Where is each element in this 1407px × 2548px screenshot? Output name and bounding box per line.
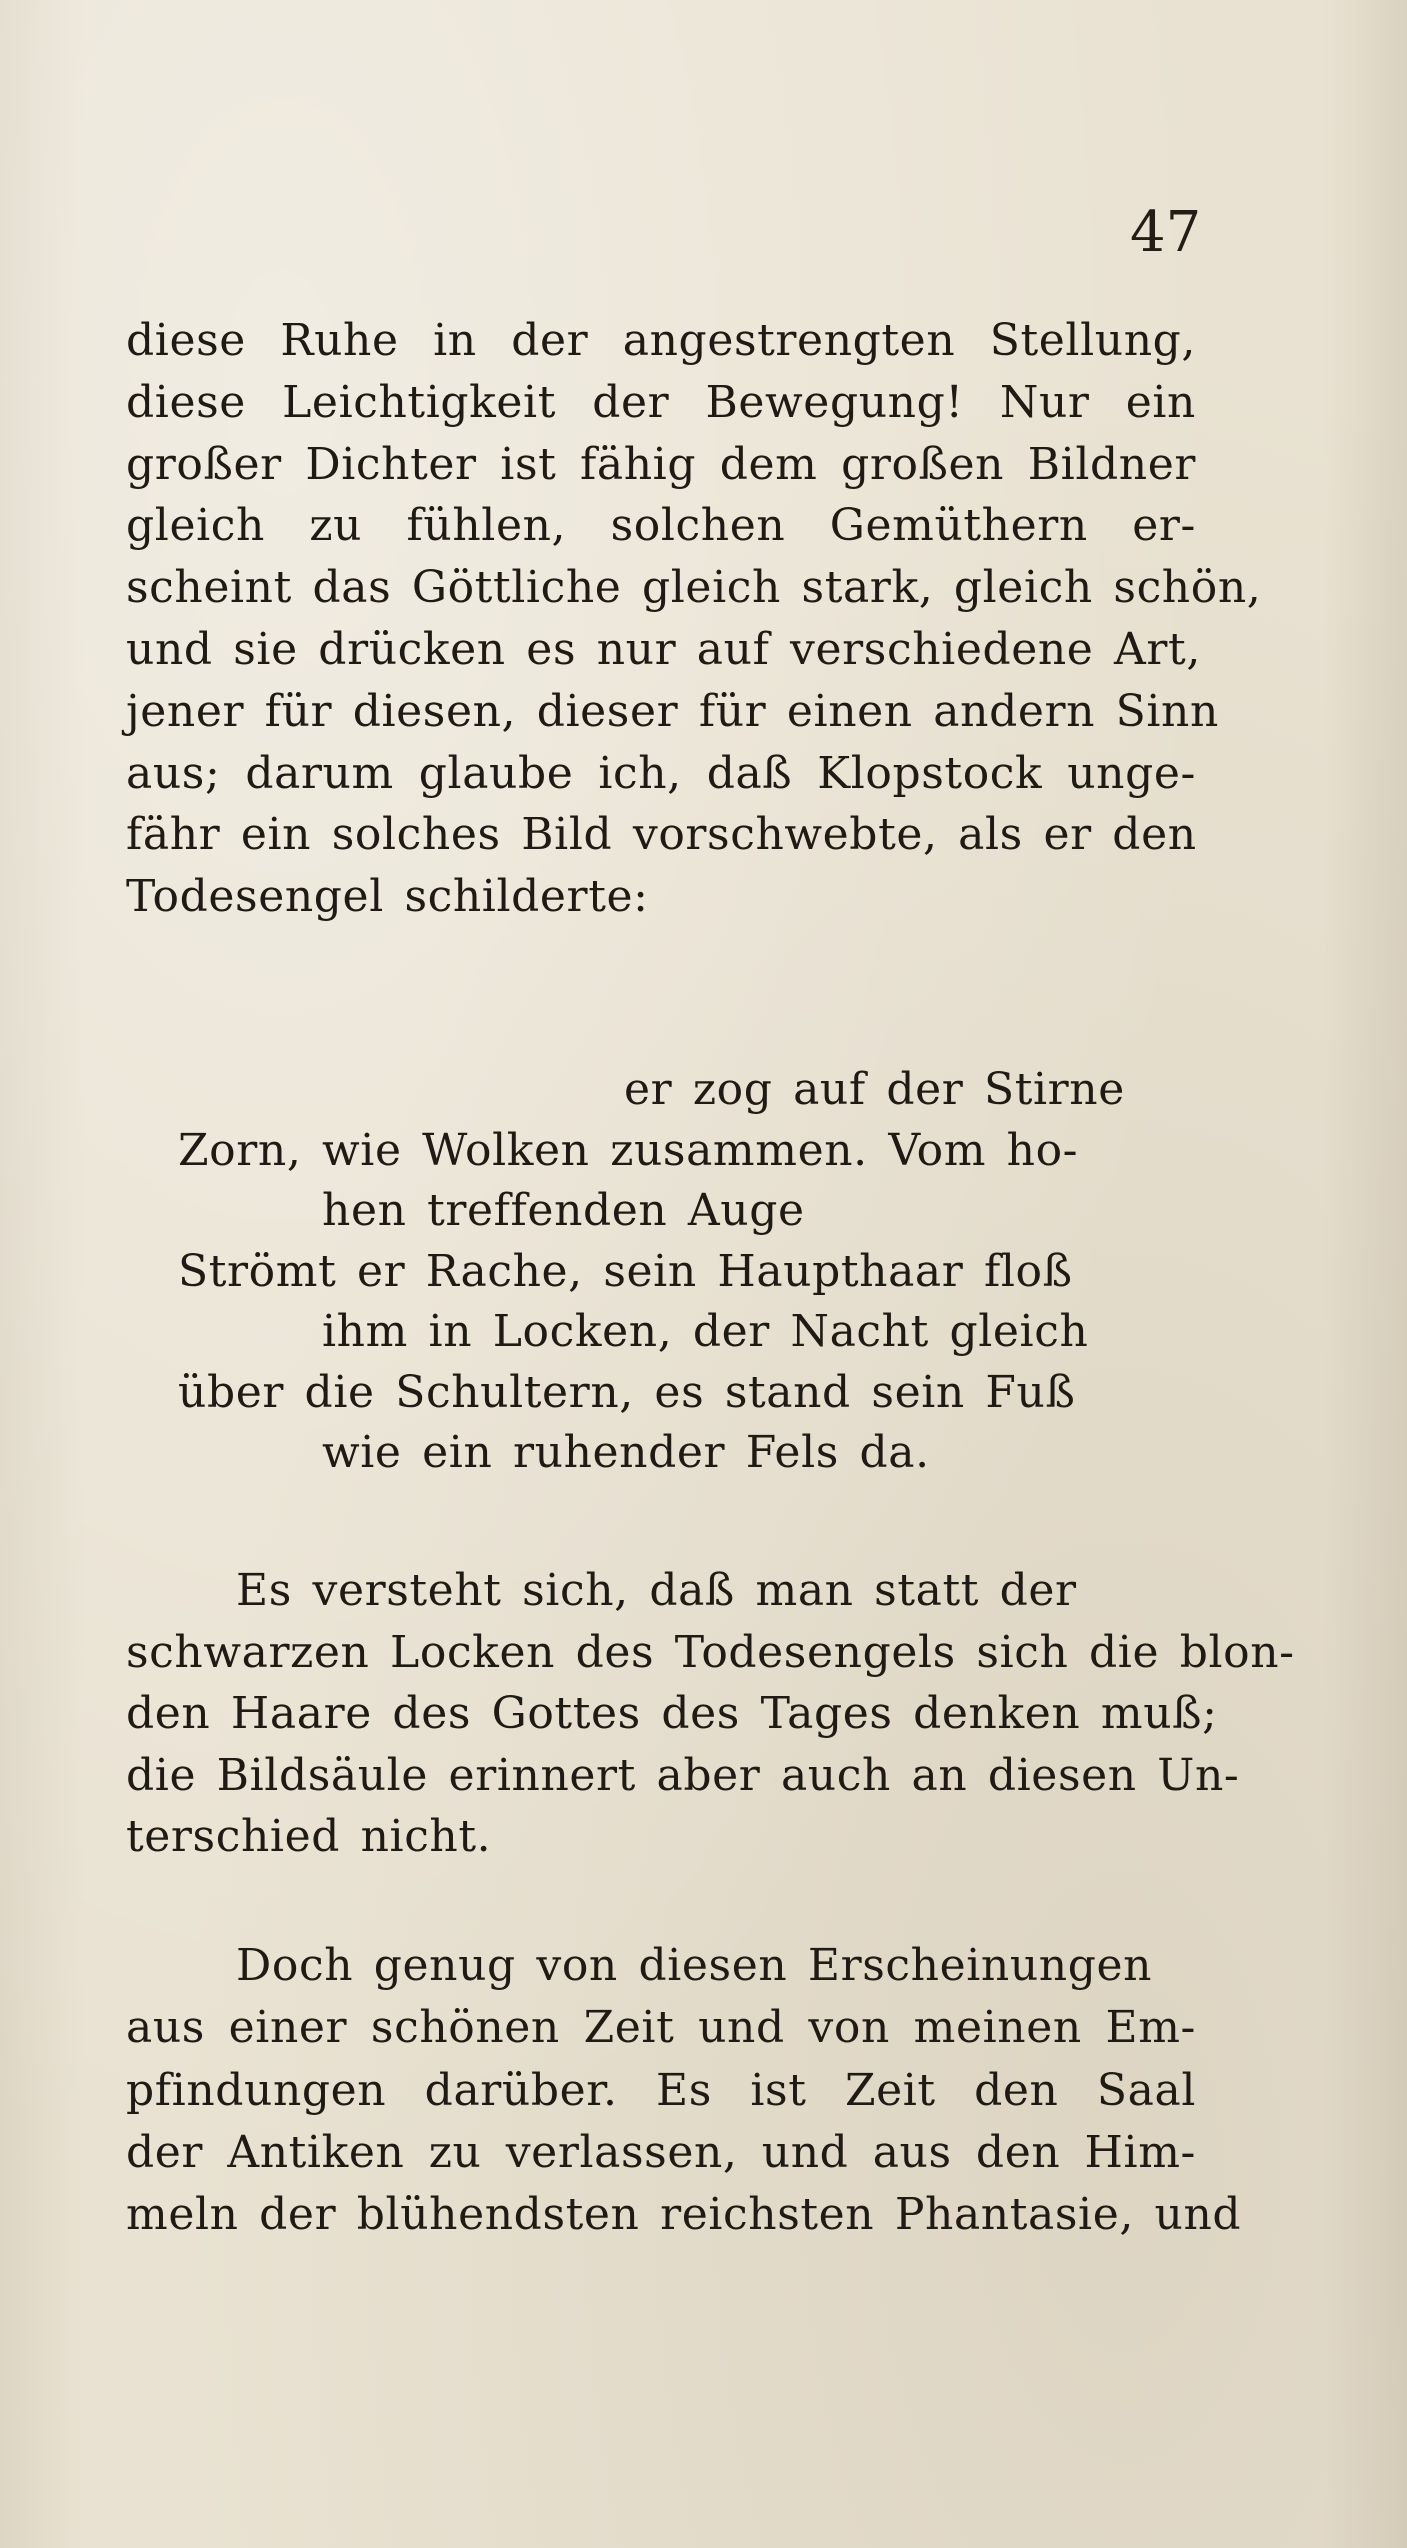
poem-line: Strömt er Rache, sein Haupthaar floß <box>178 1245 1073 1297</box>
text-line: und sie drücken es nur auf verschiedene Art, <box>126 623 1201 675</box>
text-line: großer Dichter ist fähig dem großen Bildner <box>126 438 1196 490</box>
paragraph-1 <box>126 310 1262 928</box>
poem-line: wie ein ruhender Fels da. <box>322 1427 930 1478</box>
text-line: Todesengel schilderte: <box>126 871 649 923</box>
text-line: den Haare des Gottes des Tages denken muß; <box>126 1688 1218 1739</box>
text-line: fähr ein solches Bild vorschwebte, als er den <box>126 809 1197 861</box>
text-line: scheint das Göttliche gleich stark, gleich schön, <box>126 562 1262 614</box>
text-line: aus einer schönen Zeit und von meinen Em- <box>126 2002 1196 2054</box>
text-line: der Antiken zu verlassen, und aus den Him- <box>126 2126 1196 2178</box>
text-line: meln der blühendsten reichsten Phantasie, und <box>126 2189 1242 2241</box>
poem-line: hen treffenden Auge <box>322 1185 805 1236</box>
poem-line: er zog auf der Stirne <box>624 1064 1125 1115</box>
text-line: terschied nicht. <box>126 1811 492 1862</box>
page-number: 47 <box>1130 200 1202 265</box>
text-line: gleich zu fühlen, solchen Gemüthern er- <box>126 500 1196 552</box>
text-line: jener für diesen, dieser für einen andern Sinn <box>126 685 1219 737</box>
text-line: aus; darum glaube ich, daß Klopstock unge- <box>126 747 1196 799</box>
poem-line: Zorn, wie Wolken zusammen. Vom ho- <box>178 1124 1079 1176</box>
text-line: diese Leichtigkeit der Bewegung! Nur ein <box>126 376 1196 428</box>
text-line: Es versteht sich, daß man statt der <box>236 1565 1077 1616</box>
text-line: schwarzen Locken des Todesengels sich die blon- <box>126 1626 1295 1678</box>
text-line: Doch genug von diesen Erscheinungen <box>236 1940 1153 1991</box>
poem-line: über die Schultern, es stand sein Fuß <box>178 1366 1076 1418</box>
text-line: pfindungen darüber. Es ist Zeit den Saal <box>126 2064 1196 2116</box>
paragraph-3 <box>126 1935 1242 2246</box>
poem-quote <box>126 1060 1196 1484</box>
text-line: die Bildsäule erinnert aber auch an diesen Un- <box>126 1749 1240 1801</box>
text-line: diese Ruhe in der angestrengten Stellung, <box>126 315 1196 366</box>
paragraph-2 <box>126 1560 1295 1868</box>
poem-line: ihm in Locken, der Nacht gleich <box>322 1306 1089 1357</box>
